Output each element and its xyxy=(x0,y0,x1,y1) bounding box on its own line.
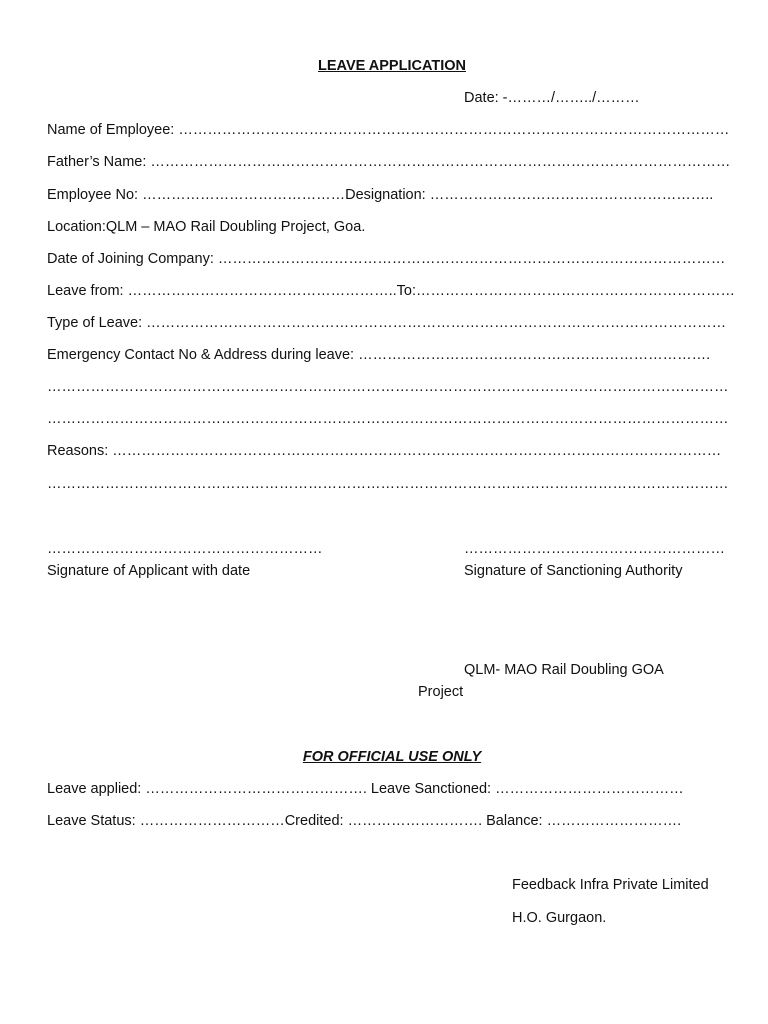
project-name-line1: QLM- MAO Rail Doubling GOA xyxy=(464,662,664,678)
official-use-heading: FOR OFFICIAL USE ONLY xyxy=(302,749,482,765)
company-name: Feedback Infra Private Limited xyxy=(512,877,709,893)
date-of-joining-field: Date of Joining Company: …………………………………………………………………………………………… xyxy=(47,251,726,267)
reasons-field: Reasons: ……………………………………………………………………………………………………………… xyxy=(47,443,722,459)
name-of-employee-field: Name of Employee: …………………………………………………………………………………………………… xyxy=(47,122,730,138)
authority-signature-line: ……………………………………………… xyxy=(464,541,725,557)
blank-line: …………………………………………………………………………………………………………………………… xyxy=(47,379,729,395)
leave-from-to-field: Leave from: ………………………………………………..To:………………………………………………………… xyxy=(47,283,735,299)
employee-no-designation-field: Employee No: ……………………………………Designation: ………………………………………………….. xyxy=(47,187,714,203)
fathers-name-field: Father’s Name: ………………………………………………………………………………………………………… xyxy=(47,154,731,170)
applicant-signature-line: ………………………………………………… xyxy=(47,541,323,557)
date-line: Date: -………/……../……… xyxy=(464,90,640,106)
leave-applied-sanctioned-field: Leave applied: ………………………………………. Leave Sanctioned: ………………………………… xyxy=(47,781,684,797)
emergency-contact-field: Emergency Contact No & Address during leave: ………………………………………………………………. xyxy=(47,347,711,363)
authority-signature-label: Signature of Sanctioning Authority xyxy=(464,563,683,579)
type-of-leave-field: Type of Leave: ………………………………………………………………………………………………………… xyxy=(47,315,727,331)
leave-status-field: Leave Status: …………………………Credited: ………………………. Balance: ………………………. xyxy=(47,813,682,829)
location-field: Location:QLM – MAO Rail Doubling Project, Goa. xyxy=(47,219,366,235)
head-office: H.O. Gurgaon. xyxy=(512,910,607,926)
blank-line: …………………………………………………………………………………………………………………………… xyxy=(47,411,729,427)
page-title: LEAVE APPLICATION xyxy=(318,58,466,74)
blank-line: …………………………………………………………………………………………………………………………… xyxy=(47,476,729,492)
applicant-signature-label: Signature of Applicant with date xyxy=(47,563,251,579)
project-name-line2: Project xyxy=(418,684,464,700)
